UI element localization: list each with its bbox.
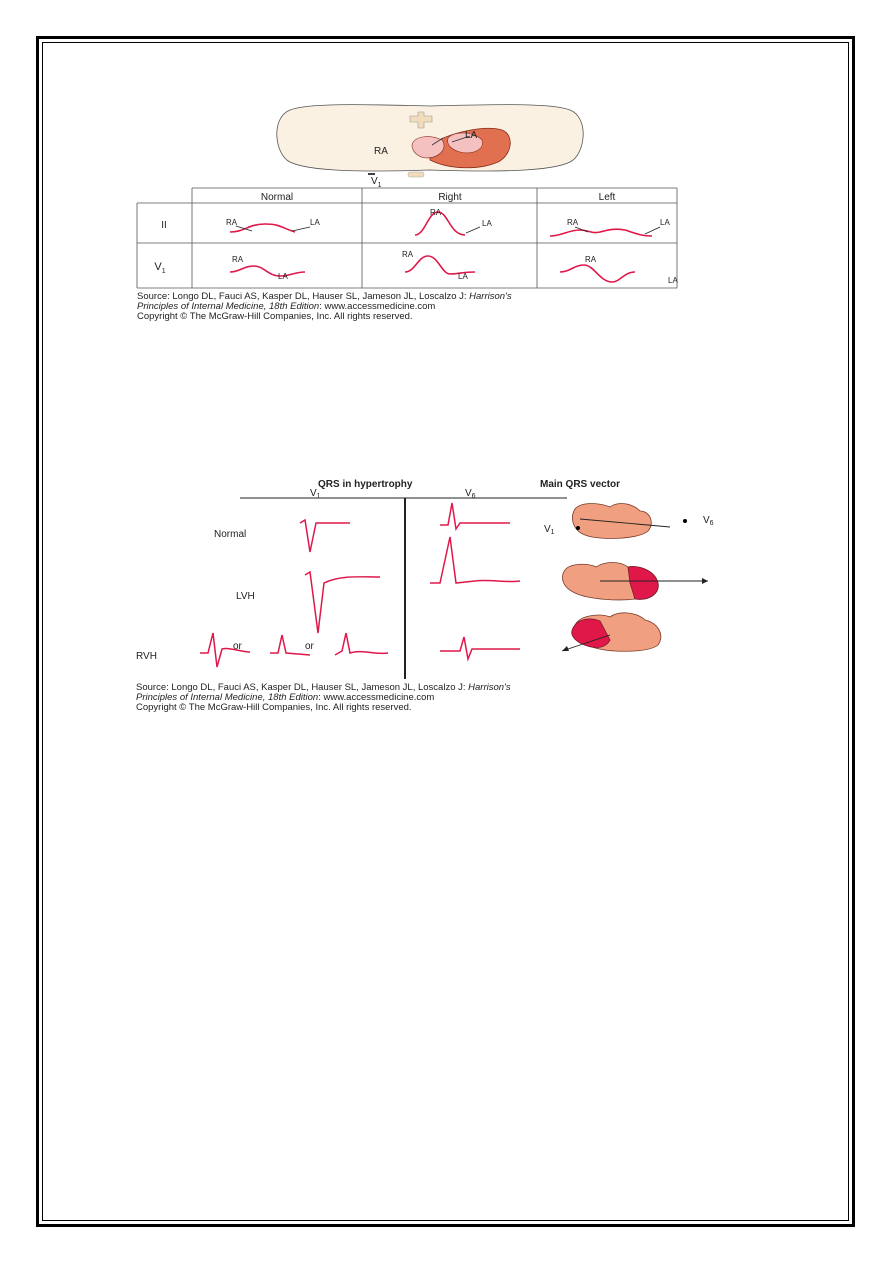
- wave-label-ra: RA: [567, 218, 579, 227]
- row-label-lvh: LVH: [236, 591, 255, 602]
- qrs-lvh-v1: [305, 572, 380, 633]
- heart-lvh-icon: [562, 563, 708, 600]
- wave-label-la: LA: [458, 272, 468, 281]
- wave-v1-normal: [230, 266, 305, 276]
- caption-source: Source: Longo DL, Fauci AS, Kasper DL, Hauser SL, Jameson JL, Loscalzo J:: [137, 291, 470, 302]
- row-label-lead-v1: $V_1$: [154, 261, 166, 275]
- qrs-normal-v6: [440, 503, 510, 529]
- caption-url: : www.accessmedicine.com: [319, 301, 436, 312]
- wave-label-la: LA: [278, 272, 288, 281]
- caption-copyright: Copyright © The McGraw-Hill Companies, Inc. All rights reserved.: [136, 702, 412, 713]
- chest-label-ra: RA: [374, 146, 388, 157]
- qrs-lvh-v6: [430, 537, 520, 583]
- qrs-title: QRS in hypertrophy: [318, 479, 413, 490]
- caption-book-subtitle: Principles of Internal Medicine, 18th Edition: [137, 301, 320, 312]
- row-label-normal: Normal: [214, 529, 247, 540]
- wave-label-la: LA: [482, 219, 492, 228]
- figure2-caption: [136, 683, 511, 713]
- heart-label-v6: $V_6$: [703, 515, 714, 527]
- wave-label-ra: RA: [585, 255, 597, 264]
- wave-ii-left: [550, 229, 652, 236]
- caption-book-title: Harrison's: [469, 291, 512, 302]
- wave-label-ra: RA: [402, 250, 414, 259]
- column-header-normal: Normal: [260, 192, 294, 203]
- qrs-rvh-v1-a: [200, 633, 250, 667]
- caption-copyright: Copyright © The McGraw-Hill Companies, Inc. All rights reserved.: [137, 311, 413, 322]
- column-header-v6: $V_6$: [465, 488, 476, 500]
- qrs-normal-v1: [300, 520, 350, 552]
- caption-source: Source: Longo DL, Fauci AS, Kasper DL, Hauser SL, Jameson JL, Loscalzo J:: [136, 682, 469, 693]
- column-header-right: Right: [438, 192, 462, 203]
- wave-label-ra: RA: [232, 255, 244, 264]
- figure1-caption: [137, 292, 512, 322]
- qrs-rvh-v6: [440, 637, 520, 659]
- wave-label-la: LA: [668, 276, 678, 285]
- row-label-lead-ii: II: [161, 220, 167, 231]
- atrial-enlargement-figure: [130, 100, 730, 295]
- sternum-icon: [408, 172, 424, 177]
- wave-label-ra: RA: [226, 218, 238, 227]
- row-label-rvh: RVH: [136, 651, 157, 662]
- caption-book-title: Harrison's: [468, 682, 511, 693]
- qrs-rvh-v1-b: [270, 635, 310, 655]
- or-label: or: [305, 641, 314, 652]
- column-header-v1: $V_1$: [310, 488, 321, 500]
- wave-v1-left: [560, 265, 635, 282]
- wave-label-ra: RA: [430, 208, 442, 217]
- vector-title: Main QRS vector: [540, 479, 621, 490]
- wave-label-la: LA: [310, 218, 320, 227]
- caption-book-subtitle: Principles of Internal Medicine, 18th Edition: [136, 692, 319, 703]
- chest-label-v1: $V_1$: [371, 176, 382, 189]
- heart-normal-icon: [572, 504, 687, 539]
- or-label: or: [233, 641, 242, 652]
- wave-ii-normal: [230, 224, 295, 232]
- qrs-rvh-v1-c: [335, 633, 388, 655]
- heart-label-v1: $V_1$: [544, 524, 555, 536]
- caption-url: : www.accessmedicine.com: [318, 692, 435, 703]
- column-header-left: Left: [598, 192, 616, 203]
- wave-label-la: LA: [660, 218, 670, 227]
- chest-label-la: LA: [465, 130, 478, 141]
- heart-rvh-icon: [562, 613, 661, 651]
- qrs-hypertrophy-figure: [130, 475, 730, 685]
